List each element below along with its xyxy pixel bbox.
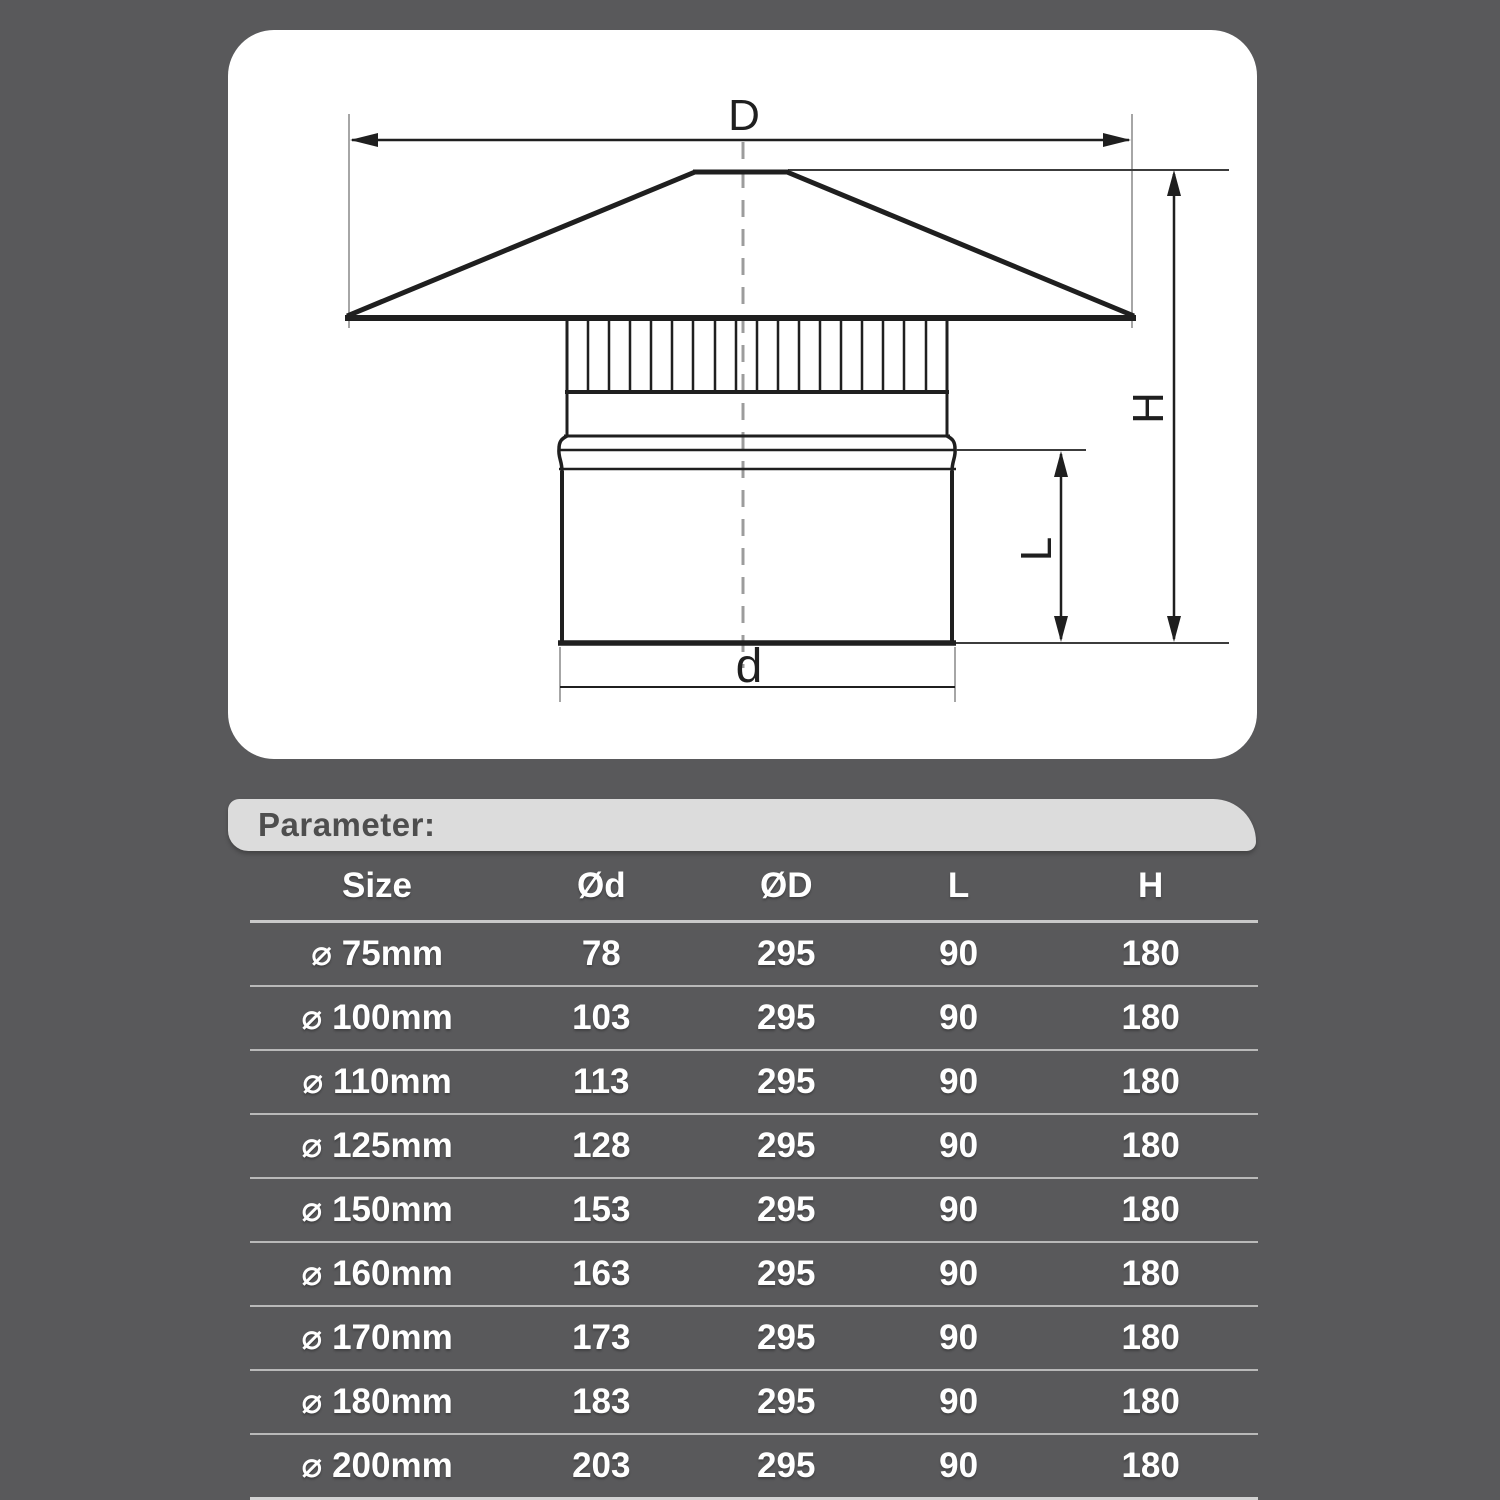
table-cell: ⌀ 110mm <box>250 1050 504 1114</box>
parameter-title: Parameter: <box>258 806 436 843</box>
table-cell: 180 <box>1043 986 1258 1050</box>
table-cell: 90 <box>874 1370 1043 1434</box>
col-header-size: Size <box>250 852 504 922</box>
table-cell: 78 <box>504 922 699 987</box>
table-row <box>250 1178 1258 1242</box>
table-cell: 128 <box>504 1114 699 1178</box>
table-cell: 90 <box>874 1434 1043 1500</box>
table-cell: 163 <box>504 1242 699 1306</box>
table-row <box>250 1434 1258 1500</box>
neck-crimp <box>559 436 956 471</box>
table-cell: 295 <box>699 1306 874 1370</box>
col-header-H: H <box>1043 852 1258 922</box>
table-cell: ⌀ 150mm <box>250 1178 504 1242</box>
parameter-table <box>250 852 1258 1500</box>
table-cell: 295 <box>699 1050 874 1114</box>
arrowhead-down <box>1167 616 1181 642</box>
table-cell: 180 <box>1043 1306 1258 1370</box>
table-row <box>250 1370 1258 1434</box>
arrowhead-left <box>350 133 378 147</box>
table-cell: 90 <box>874 986 1043 1050</box>
col-header-L: L <box>874 852 1043 922</box>
technical-drawing <box>228 30 1257 759</box>
table-cell: 103 <box>504 986 699 1050</box>
arrowhead-up <box>1054 451 1068 477</box>
col-header-oD: ØD <box>699 852 874 922</box>
table-cell: 173 <box>504 1306 699 1370</box>
table-cell: 295 <box>699 986 874 1050</box>
dim-label-H: H <box>1124 392 1173 424</box>
table-cell: ⌀ 100mm <box>250 986 504 1050</box>
table-cell: 180 <box>1043 1114 1258 1178</box>
table-cell: 180 <box>1043 1178 1258 1242</box>
collar-band <box>564 393 950 436</box>
cone-cap <box>345 170 1229 318</box>
table-cell: 180 <box>1043 1434 1258 1500</box>
table-row <box>250 1050 1258 1114</box>
table-cell: ⌀ 170mm <box>250 1306 504 1370</box>
table-cell: 180 <box>1043 922 1258 987</box>
dim-label-d: d <box>735 640 763 693</box>
louver-slats <box>588 321 926 390</box>
pipe <box>558 471 1229 643</box>
arrowhead-down <box>1054 616 1068 642</box>
dim-label-L: L <box>1012 536 1061 562</box>
table-cell: 295 <box>699 1370 874 1434</box>
table-cell: ⌀ 75mm <box>250 922 504 987</box>
table-row <box>250 922 1258 987</box>
table-cell: ⌀ 125mm <box>250 1114 504 1178</box>
table-cell: 90 <box>874 922 1043 987</box>
table-cell: 203 <box>504 1434 699 1500</box>
table-cell: 90 <box>874 1178 1043 1242</box>
table-header-row <box>250 852 1258 922</box>
dimension-d <box>560 640 955 702</box>
table-body <box>250 922 1258 1500</box>
dimension-D <box>349 91 1132 328</box>
dimension-L <box>956 450 1086 642</box>
diagram-card <box>228 30 1257 759</box>
table-cell: ⌀ 160mm <box>250 1242 504 1306</box>
table-cell: 153 <box>504 1178 699 1242</box>
table-cell: 183 <box>504 1370 699 1434</box>
table-cell: 295 <box>699 1114 874 1178</box>
table-row <box>250 1306 1258 1370</box>
table-cell: 180 <box>1043 1050 1258 1114</box>
table-cell: 90 <box>874 1242 1043 1306</box>
table-cell: ⌀ 180mm <box>250 1370 504 1434</box>
table-cell: 180 <box>1043 1370 1258 1434</box>
table-cell: 90 <box>874 1306 1043 1370</box>
arrowhead-up <box>1167 170 1181 196</box>
table-cell: 90 <box>874 1050 1043 1114</box>
arrowhead-right <box>1103 133 1131 147</box>
table-cell: ⌀ 200mm <box>250 1434 504 1500</box>
table-cell: 295 <box>699 1434 874 1500</box>
table-row <box>250 1114 1258 1178</box>
table-cell: 295 <box>699 1242 874 1306</box>
table-row <box>250 1242 1258 1306</box>
table-cell: 90 <box>874 1114 1043 1178</box>
col-header-od: Ød <box>504 852 699 922</box>
table-cell: 180 <box>1043 1242 1258 1306</box>
table-cell: 113 <box>504 1050 699 1114</box>
louver-band <box>565 319 949 392</box>
table-row <box>250 986 1258 1050</box>
parameter-header-bar <box>228 799 1256 851</box>
dim-label-D: D <box>728 91 760 140</box>
table-cell: 295 <box>699 1178 874 1242</box>
table-cell: 295 <box>699 922 874 987</box>
